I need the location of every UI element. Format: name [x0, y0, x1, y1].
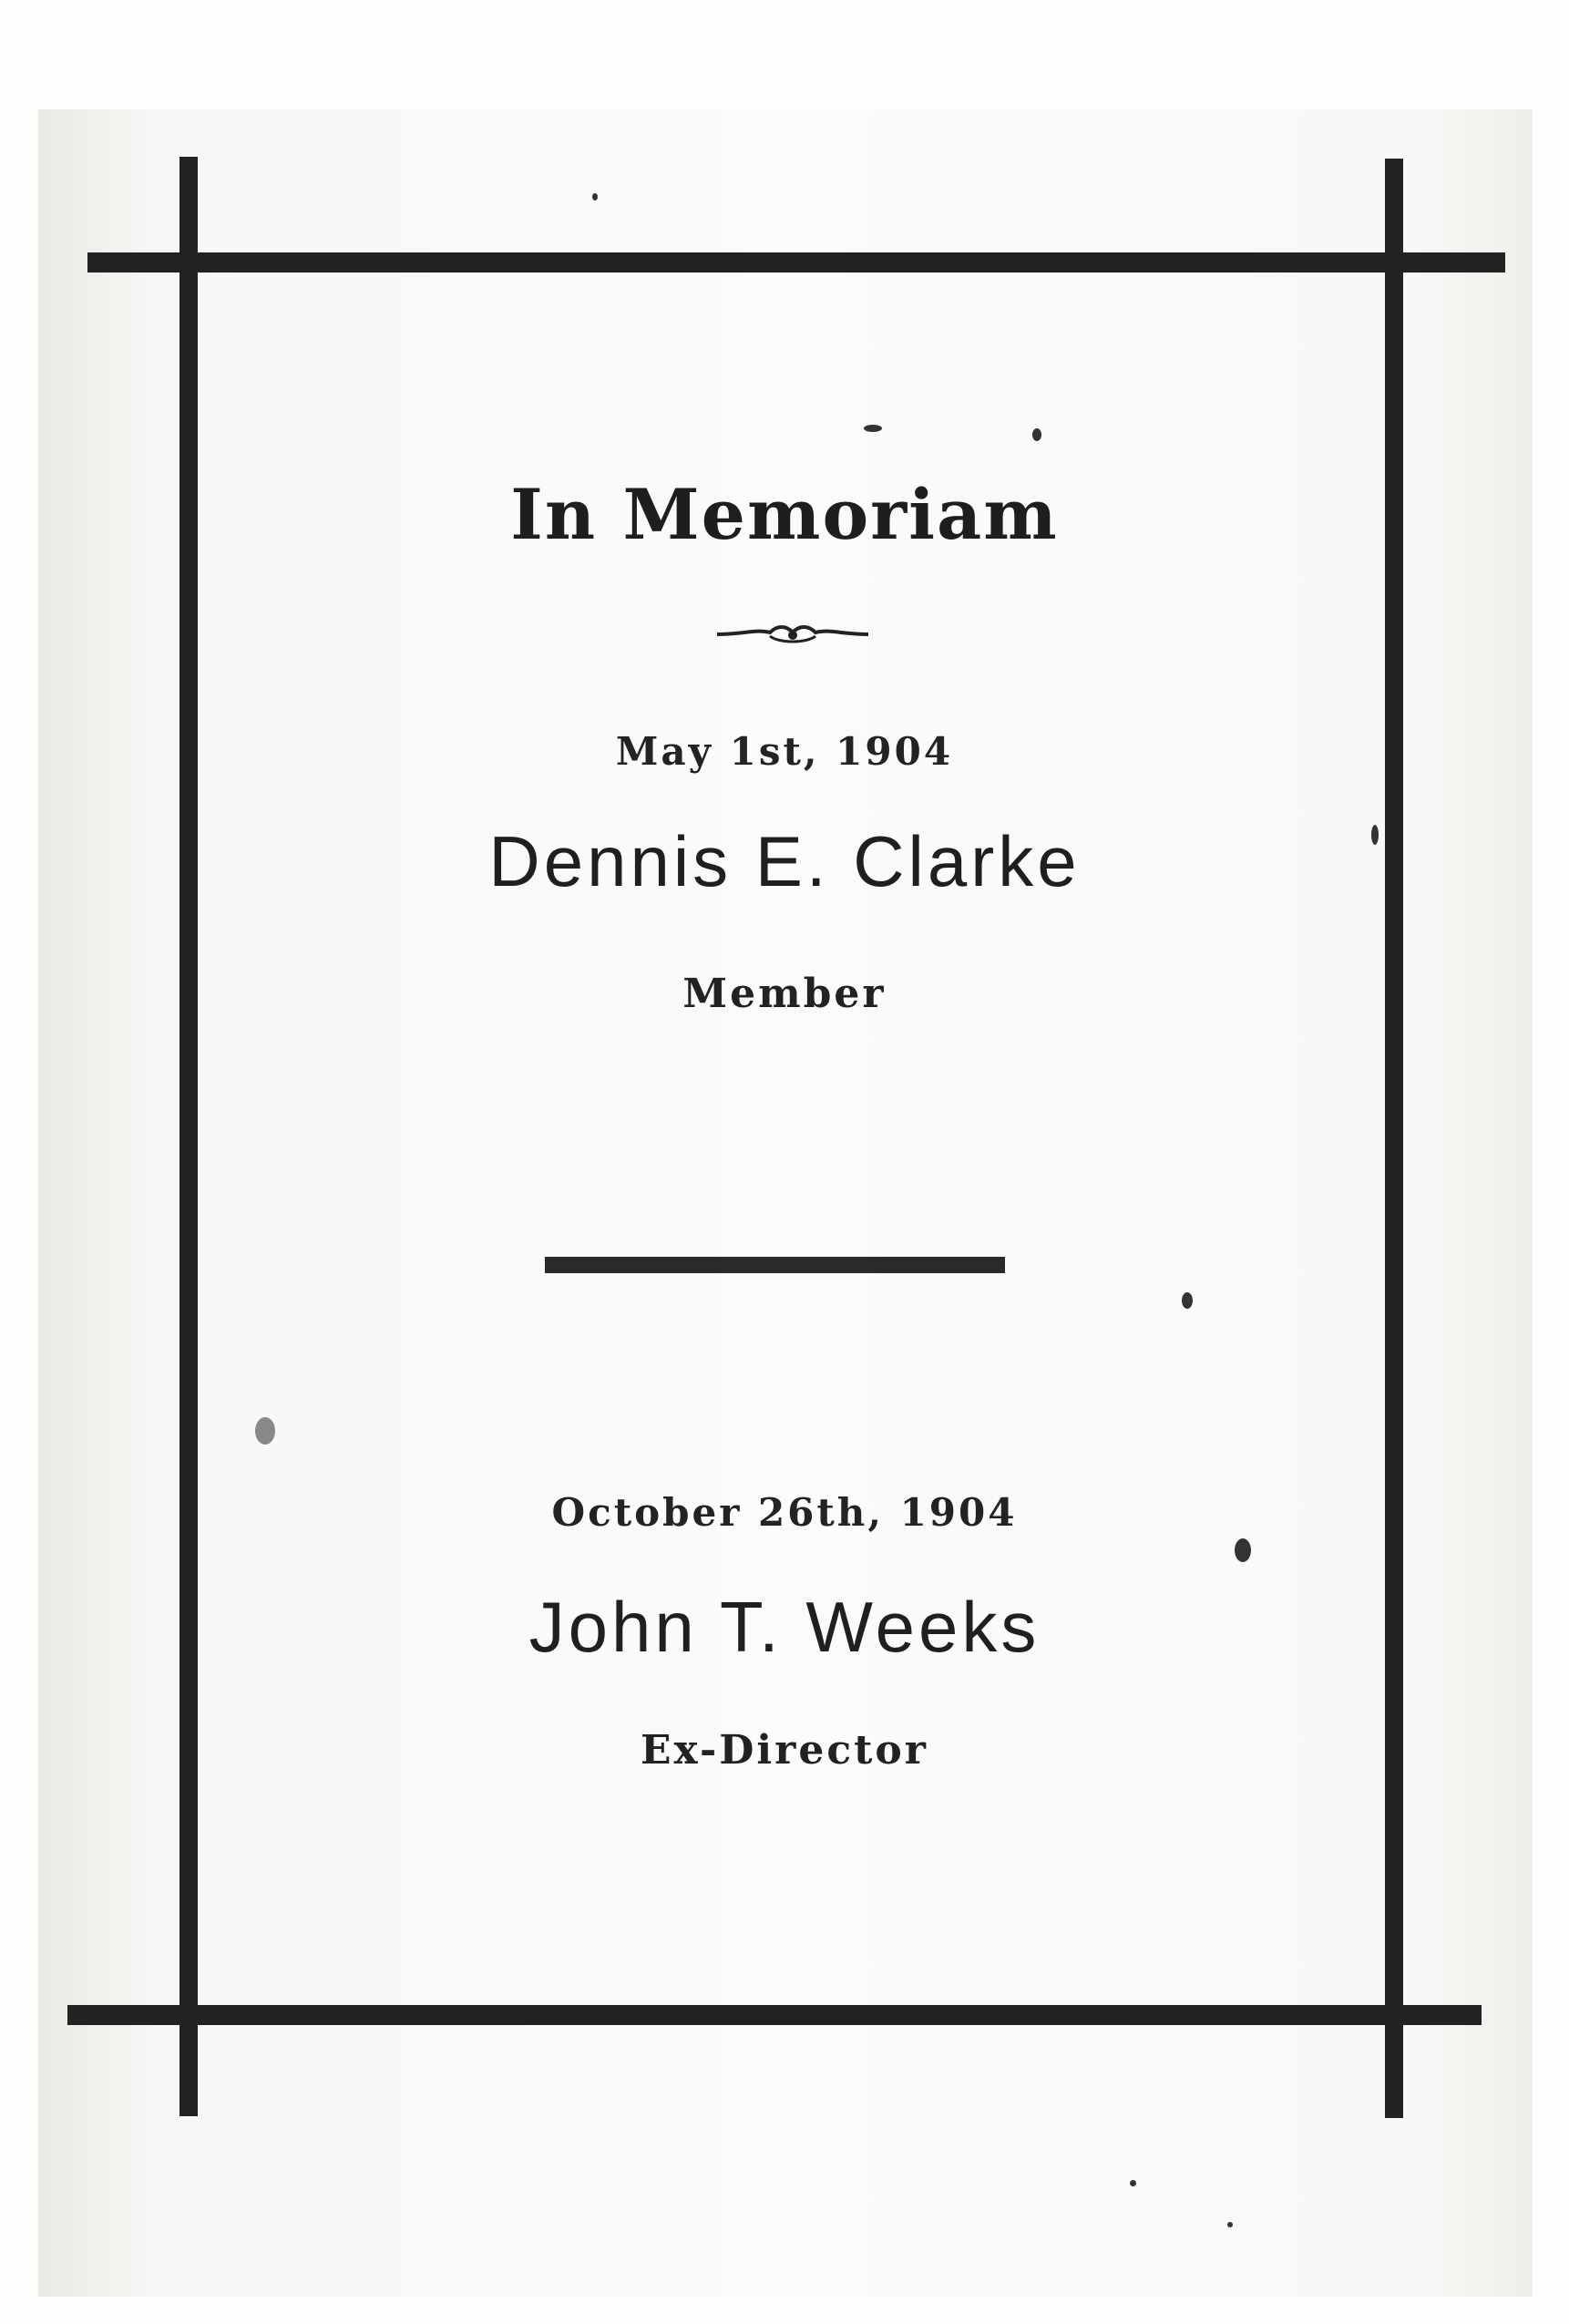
scan-speck [1371, 825, 1379, 845]
right-border-rule [1385, 159, 1403, 2118]
entry-name: Dennis E. Clarke [488, 821, 1081, 901]
scan-speck [255, 1417, 275, 1445]
scan-speck [864, 425, 882, 432]
entry-role: Ex-Director [641, 1727, 928, 1774]
scan-speck [1227, 2222, 1233, 2227]
scan-speck [1130, 2180, 1136, 2186]
scan-speck [1032, 428, 1041, 441]
entry-name: John T. Weeks [528, 1587, 1041, 1667]
scan-speck [1182, 1292, 1193, 1309]
scan-speck [1235, 1538, 1251, 1562]
entry-date: October 26th, 1904 [551, 1490, 1018, 1535]
top-border-rule [87, 252, 1505, 273]
card-heading: In Memoriam [510, 474, 1059, 555]
scanned-paper [38, 109, 1533, 2297]
scan-speck [592, 193, 598, 201]
entry-role: Member [682, 971, 887, 1017]
entry-date: May 1st, 1904 [615, 729, 954, 774]
flourish-ornament-icon [715, 620, 870, 647]
left-border-rule [179, 157, 198, 2116]
separator-rule [545, 1257, 1005, 1273]
bottom-border-rule [67, 2005, 1482, 2025]
